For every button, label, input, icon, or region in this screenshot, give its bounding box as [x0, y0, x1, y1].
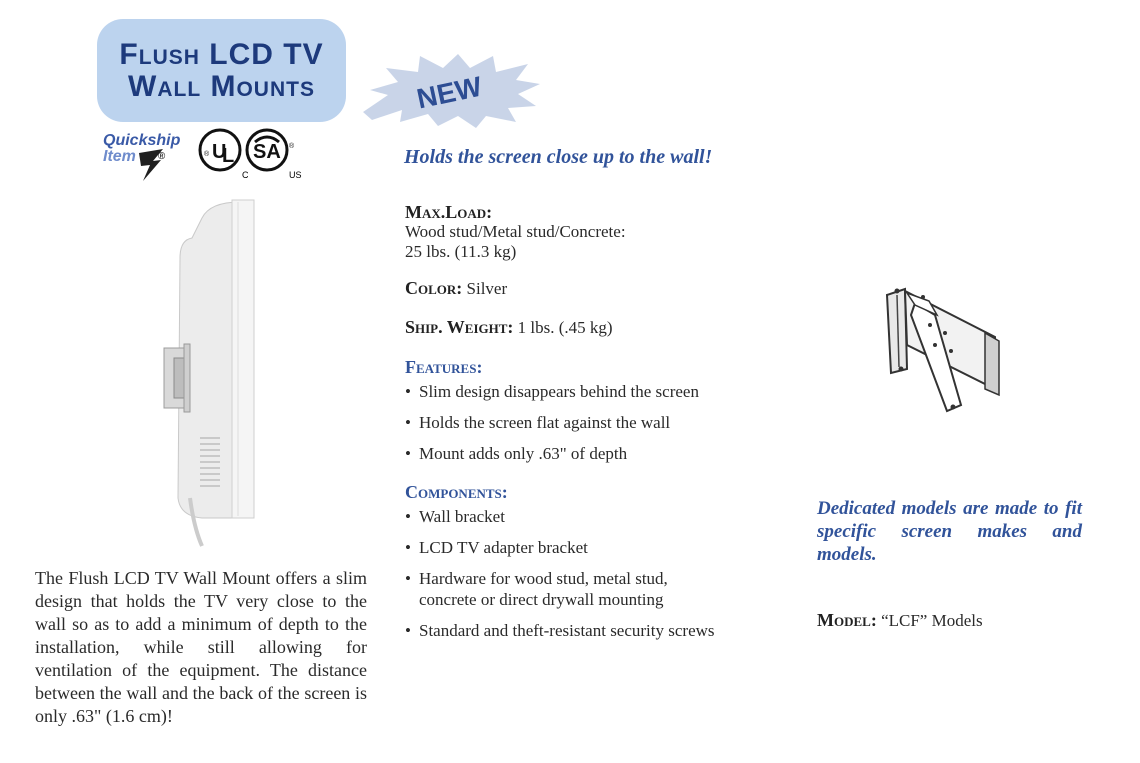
csa-small-text: US [289, 170, 302, 180]
max-load-spec [405, 202, 626, 262]
ship-weight-value: 1 lbs. (.45 kg) [517, 318, 613, 337]
color-spec [405, 278, 507, 299]
color-value: Silver [466, 279, 508, 298]
title-line-1: Flush LCD TV [119, 38, 324, 71]
component-item: • Standard and theft-resistant security screws [405, 620, 715, 641]
product-description: The Flush LCD TV Wall Mount offers a slim design that holds the TV very close to the wall so as to add a minimum of depth to the installation, while still allowing for ventilation of the equipment. The distance between the wall and the back of the screen is only .63" (1.6 cm)! [35, 568, 367, 726]
feature-item: • Slim design disappears behind the screen [405, 381, 699, 402]
quickship-item-text: Item [103, 148, 136, 165]
model-spec [817, 610, 983, 631]
svg-text:L: L [222, 145, 235, 167]
component-item: • LCD TV adapter bracket [405, 537, 715, 558]
ul-small-text: C [242, 170, 248, 180]
svg-text:®: ® [204, 151, 210, 158]
feature-item: • Holds the screen flat against the wall [405, 412, 699, 433]
features-label: Features: [405, 357, 483, 377]
component-item [405, 568, 715, 610]
tv-side-view-image [150, 198, 262, 548]
ship-weight-spec [405, 317, 613, 338]
components-section [405, 482, 715, 641]
max-load-line-2: 25 lbs. (11.3 kg) [405, 242, 517, 261]
feature-item: • Mount adds only .63" of depth [405, 443, 699, 464]
quickship-bolt-icon [137, 145, 167, 183]
features-section [405, 357, 699, 464]
max-load-line-1: Wood stud/Metal stud/Concrete: [405, 222, 626, 241]
model-value: “LCF” Models [881, 611, 983, 630]
color-label: Color: [405, 278, 463, 298]
svg-text:®: ® [289, 143, 295, 150]
csa-logo [245, 128, 309, 182]
svg-text:U: U [212, 141, 227, 163]
registered-mark: ® [157, 151, 166, 162]
title-line-2: Wall Mounts [128, 70, 315, 103]
new-label: NEW [414, 70, 485, 115]
dedicated-models-note: Dedicated models are made to fit specific screen makes and models. [817, 498, 1082, 565]
component-item-line-1: Hardware for wood stud, metal stud, [419, 569, 668, 588]
quickship-text: Quickship [103, 132, 181, 149]
component-item: • Wall bracket [405, 506, 715, 527]
title-badge [97, 19, 346, 122]
svg-text:SA: SA [253, 141, 281, 163]
new-badge [358, 50, 543, 130]
ul-logo [196, 128, 248, 180]
max-load-label: Max.Load: [405, 202, 493, 222]
ship-weight-label: Ship. Weight: [405, 317, 514, 337]
component-item-line-2: concrete or direct drywall mounting [419, 590, 664, 609]
wall-bracket-image [885, 285, 1005, 415]
tagline: Holds the screen close up to the wall! [404, 146, 713, 168]
model-label: Model: [817, 610, 877, 630]
components-label: Components: [405, 482, 508, 502]
